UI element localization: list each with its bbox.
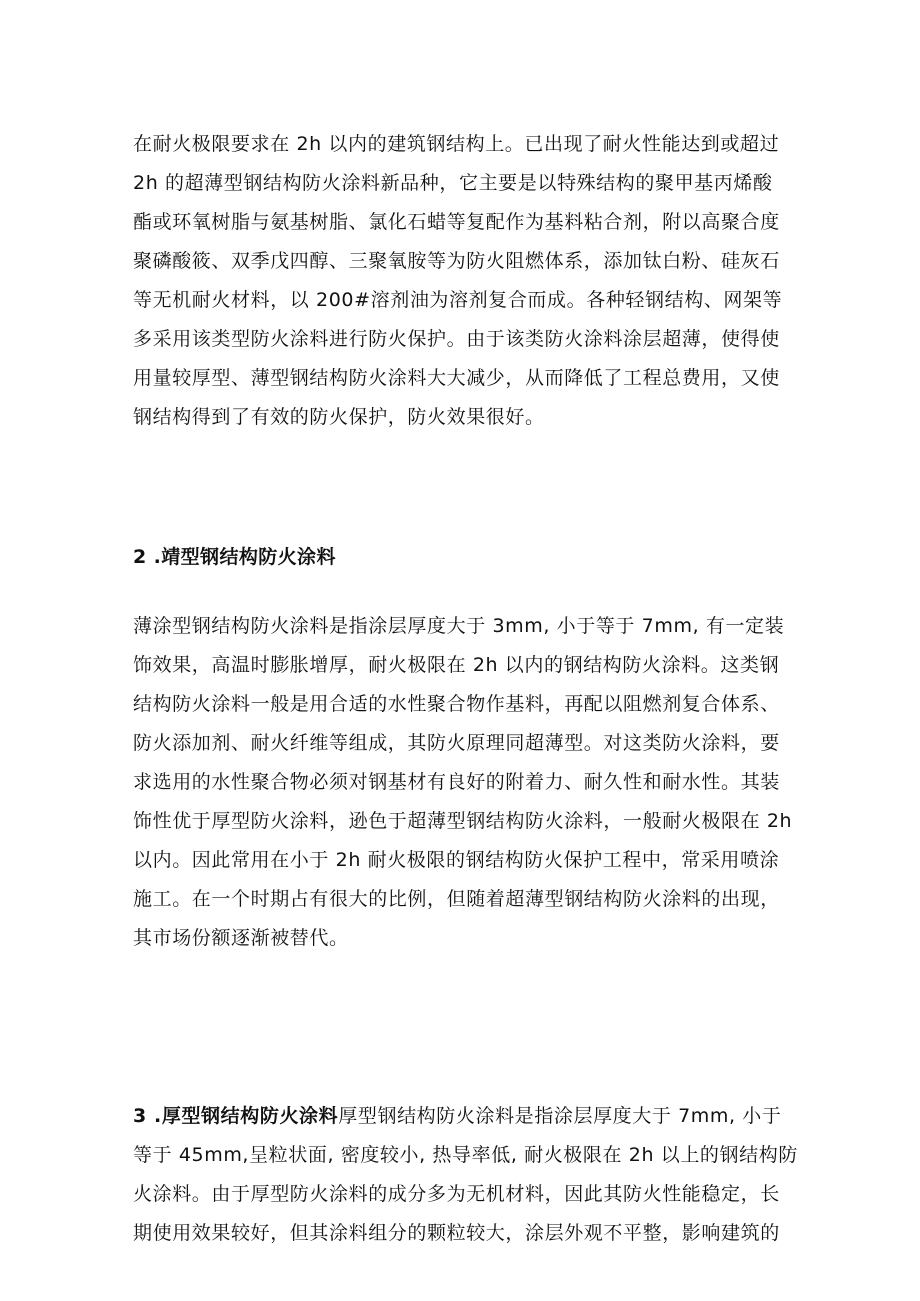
text-line: 多采用该类型防火涂料进行防火保护。由于该类防火涂料涂层超薄，使得使	[133, 328, 780, 350]
text-line: 等于 45mm,呈粒状面, 密度较小, 热导率低, 耐火极限在 2h 以上的钢结构防	[133, 1144, 798, 1166]
text-line: 等无机耐火材料，以 200#溶剂油为溶剂复合而成。各种轻钢结构、网架等	[133, 289, 783, 311]
text-line: 酯或环氧树脂与氨基树脂、氯化石蜡等复配作为基料粘合剂，附以高聚合度	[133, 211, 780, 233]
text-line: 期使用效果较好，但其涂料组分的颗粒较大，涂层外观不平整，影响建筑的	[133, 1222, 780, 1244]
text-line: 防火添加剂、耐火纤维等组成，其防火原理同超薄型。对这类防火涂料，要	[133, 732, 780, 754]
text-line: 以内。因此常用在小于 2h 耐火极限的钢结构防火保护工程中，常采用喷涂	[133, 849, 780, 871]
section-heading-thin-coating: 2 .靖型钢结构防火涂料	[133, 546, 336, 568]
text-line: 在耐火极限要求在 2h 以内的建筑钢结构上。已出现了耐火性能达到或超过	[133, 133, 780, 155]
section-heading-thick-coating: 3 .厚型钢结构防火涂料	[133, 1105, 339, 1127]
text-line: 用量较厚型、薄型钢结构防火涂料大大减少，从而降低了工程总费用，又使	[133, 367, 780, 389]
text-line: 饰性优于厚型防火涂料，逊色于超薄型钢结构防火涂料，一般耐火极限在 2h	[133, 810, 793, 832]
text-line: 钢结构得到了有效的防火保护，防火效果很好。	[133, 406, 545, 428]
text-line: 施工。在一个时期占有很大的比例，但随着超薄型钢结构防火涂料的出现，	[133, 888, 780, 910]
text-line: 火涂料。由于厚型防火涂料的成分多为无机材料，因此其防火性能稳定，长	[133, 1183, 780, 1205]
text-line	[133, 1097, 813, 1136]
text-line: 求选用的水性聚合物必须对钢基材有良好的附着力、耐久性和耐水性。其装	[133, 771, 780, 793]
text-line: 聚磷酸筱、双季戊四醇、三聚氧胺等为防火阻燃体系，添加钛白粉、硅灰石	[133, 250, 780, 272]
text-line: 薄涂型钢结构防火涂料是指涂层厚度大于 3mm, 小于等于 7mm, 有一定装	[133, 615, 785, 637]
text-run: 厚型钢结构防火涂料是指涂层厚度大于 7mm, 小于	[338, 1105, 782, 1127]
paragraph-ultra-thin-coating	[133, 125, 813, 437]
paragraph-thick-coating	[133, 1097, 813, 1253]
text-line: 其市场份额逐渐被替代。	[133, 927, 349, 949]
paragraph-thin-coating	[133, 607, 813, 958]
text-line: 饰效果，高温时膨胀增厚，耐火极限在 2h 以内的钢结构防火涂料。这类钢	[133, 654, 780, 676]
text-line: 结构防火涂料一般是用合适的水性聚合物作基料，再配以阻燃剂复合体系、	[133, 693, 780, 715]
text-line: 2h 的超薄型钢结构防火涂料新品种，它主要是以特殊结构的聚甲基丙烯酸	[133, 172, 773, 194]
